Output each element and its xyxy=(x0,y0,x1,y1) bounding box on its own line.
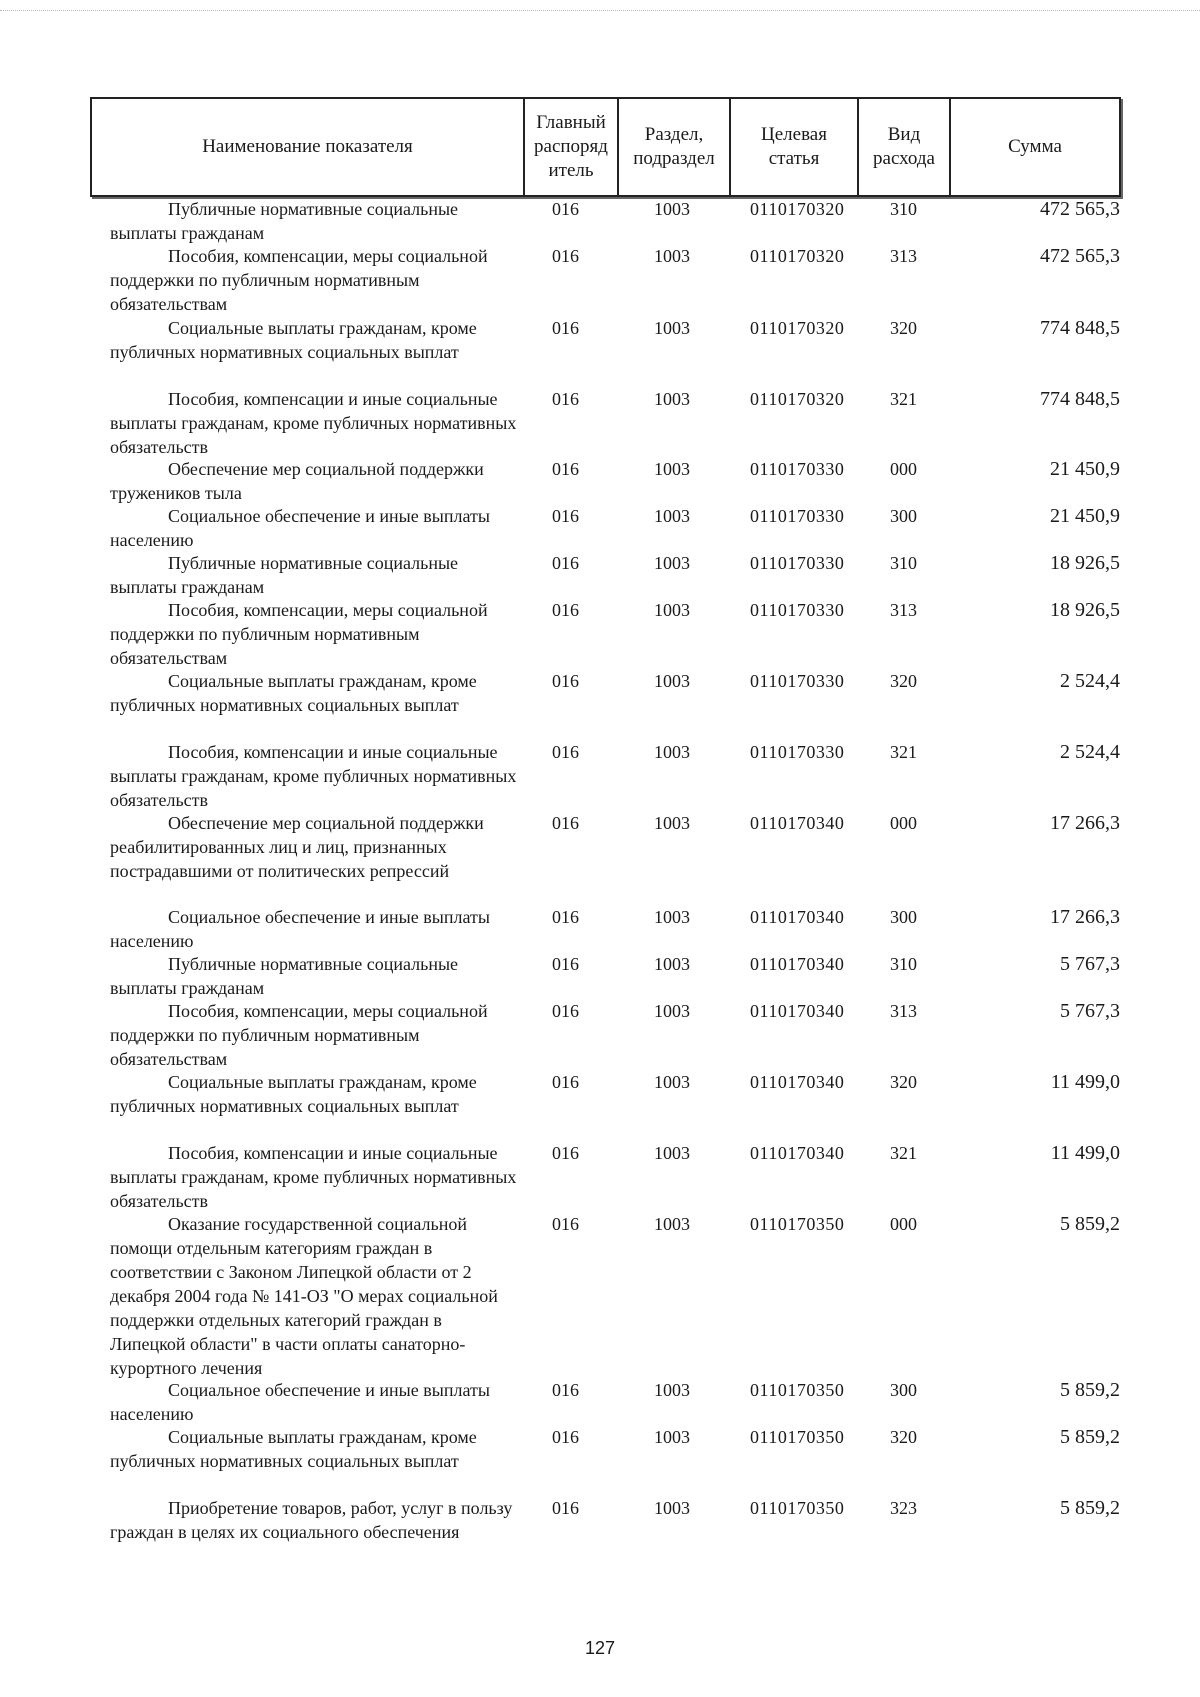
row-section: 1003 xyxy=(654,199,690,219)
row-expense-type: 320 xyxy=(890,671,917,691)
row-section: 1003 xyxy=(654,954,690,974)
header-target-article: Целевая статья xyxy=(731,99,859,195)
table-header xyxy=(90,97,1121,197)
row-expense-type: 313 xyxy=(890,600,917,620)
row-target-article: 0110170330 xyxy=(750,742,845,762)
row-name: Пособия, компенсации, меры социальной поддержки по публичным нормативным обязательствам xyxy=(110,600,488,668)
row-expense-type: 313 xyxy=(890,1001,917,1021)
header-expense-type: Вид расхода xyxy=(859,99,951,195)
row-name: Публичные нормативные социальные выплаты гражданам xyxy=(110,954,459,998)
row-chief-manager: 016 xyxy=(552,1380,579,1400)
row-sum: 472 565,3 xyxy=(1040,245,1120,267)
row-section: 1003 xyxy=(654,1498,690,1518)
row-expense-type: 313 xyxy=(890,246,917,266)
row-target-article: 0110170350 xyxy=(750,1380,845,1400)
row-sum: 11 499,0 xyxy=(1050,1071,1120,1093)
row-name: Социальное обеспечение и иные выплаты населению xyxy=(110,907,490,951)
row-target-article: 0110170340 xyxy=(750,907,845,927)
row-name: Пособия, компенсации и иные социальные выплаты гражданам, кроме публичных нормативных обязательств xyxy=(110,742,517,810)
row-target-article: 0110170350 xyxy=(750,1427,845,1447)
row-section: 1003 xyxy=(654,1001,690,1021)
row-section: 1003 xyxy=(654,1427,690,1447)
header-sum: Сумма xyxy=(1008,136,1062,157)
row-target-article: 0110170330 xyxy=(750,600,845,620)
row-name: Пособия, компенсации, меры социальной поддержки по публичным нормативным обязательствам xyxy=(110,1001,488,1069)
row-sum: 5 859,2 xyxy=(1060,1379,1120,1401)
page-number: 127 xyxy=(584,1638,616,1658)
row-name: Социальные выплаты гражданам, кроме публичных нормативных социальных выплат xyxy=(110,1427,477,1471)
row-chief-manager: 016 xyxy=(552,459,579,479)
row-chief-manager: 016 xyxy=(552,813,579,833)
row-target-article: 0110170340 xyxy=(750,1001,845,1021)
row-expense-type: 321 xyxy=(890,389,917,409)
row-sum: 17 266,3 xyxy=(1050,906,1120,928)
row-chief-manager: 016 xyxy=(552,671,579,691)
row-expense-type: 323 xyxy=(890,1498,917,1518)
row-sum: 5 859,2 xyxy=(1060,1426,1120,1448)
row-sum: 472 565,3 xyxy=(1040,198,1120,220)
page-top-rule xyxy=(0,10,1200,11)
row-section: 1003 xyxy=(654,1380,690,1400)
row-name: Публичные нормативные социальные выплаты гражданам xyxy=(110,553,459,597)
row-section: 1003 xyxy=(654,318,690,338)
row-section: 1003 xyxy=(654,1072,690,1092)
row-section: 1003 xyxy=(654,600,690,620)
row-expense-type: 310 xyxy=(890,199,917,219)
row-expense-type: 000 xyxy=(890,813,917,833)
row-sum: 18 926,5 xyxy=(1050,599,1120,621)
row-name: Публичные нормативные социальные выплаты гражданам xyxy=(110,199,459,243)
row-target-article: 0110170340 xyxy=(750,1143,845,1163)
row-sum: 5 767,3 xyxy=(1060,1000,1120,1022)
row-sum: 21 450,9 xyxy=(1050,458,1120,480)
row-chief-manager: 016 xyxy=(552,199,579,219)
row-sum: 21 450,9 xyxy=(1050,505,1120,527)
row-section: 1003 xyxy=(654,553,690,573)
row-name: Социальное обеспечение и иные выплаты населению xyxy=(110,1380,490,1424)
row-chief-manager: 016 xyxy=(552,553,579,573)
row-name: Пособия, компенсации и иные социальные выплаты гражданам, кроме публичных нормативных обязательств xyxy=(110,1143,517,1211)
row-chief-manager: 016 xyxy=(552,1214,579,1234)
row-section: 1003 xyxy=(654,459,690,479)
row-target-article: 0110170340 xyxy=(750,954,845,974)
row-name: Обеспечение мер социальной поддержки реабилитированных лиц и лиц, признанных пострадавшими от политических репрессий xyxy=(110,813,484,881)
row-section: 1003 xyxy=(654,506,690,526)
row-chief-manager: 016 xyxy=(552,1072,579,1092)
header-section: Раздел, подраздел xyxy=(619,99,731,195)
row-section: 1003 xyxy=(654,389,690,409)
row-expense-type: 321 xyxy=(890,1143,917,1163)
row-target-article: 0110170330 xyxy=(750,506,845,526)
row-sum: 5 859,2 xyxy=(1060,1497,1120,1519)
row-sum: 18 926,5 xyxy=(1050,552,1120,574)
row-target-article: 0110170340 xyxy=(750,1072,845,1092)
row-sum: 2 524,4 xyxy=(1060,670,1120,692)
row-target-article: 0110170340 xyxy=(750,813,845,833)
row-expense-type: 000 xyxy=(890,1214,917,1234)
row-sum: 774 848,5 xyxy=(1040,388,1120,410)
row-expense-type: 300 xyxy=(890,506,917,526)
row-name: Социальные выплаты гражданам, кроме публичных нормативных социальных выплат xyxy=(110,318,477,362)
row-section: 1003 xyxy=(654,246,690,266)
row-chief-manager: 016 xyxy=(552,1001,579,1021)
row-chief-manager: 016 xyxy=(552,318,579,338)
row-chief-manager: 016 xyxy=(552,506,579,526)
row-sum: 2 524,4 xyxy=(1060,741,1120,763)
row-name: Приобретение товаров, работ, услуг в пользу граждан в целях их социального обеспечения xyxy=(110,1498,513,1542)
row-expense-type: 320 xyxy=(890,318,917,338)
row-chief-manager: 016 xyxy=(552,1427,579,1447)
row-name: Пособия, компенсации и иные социальные выплаты гражданам, кроме публичных нормативных обязательств xyxy=(110,389,517,457)
row-chief-manager: 016 xyxy=(552,954,579,974)
row-sum: 5 859,2 xyxy=(1060,1213,1120,1235)
row-expense-type: 300 xyxy=(890,1380,917,1400)
row-section: 1003 xyxy=(654,742,690,762)
row-chief-manager: 016 xyxy=(552,742,579,762)
row-chief-manager: 016 xyxy=(552,907,579,927)
header-chief-manager: Главный распоряд итель xyxy=(525,99,619,195)
row-expense-type: 310 xyxy=(890,553,917,573)
row-section: 1003 xyxy=(654,813,690,833)
row-chief-manager: 016 xyxy=(552,246,579,266)
row-expense-type: 320 xyxy=(890,1072,917,1092)
row-target-article: 0110170330 xyxy=(750,459,845,479)
row-sum: 11 499,0 xyxy=(1050,1142,1120,1164)
row-sum: 774 848,5 xyxy=(1040,317,1120,339)
row-name: Социальное обеспечение и иные выплаты населению xyxy=(110,506,490,550)
row-target-article: 0110170320 xyxy=(750,389,845,409)
row-expense-type: 320 xyxy=(890,1427,917,1447)
row-target-article: 0110170350 xyxy=(750,1214,845,1234)
row-sum: 17 266,3 xyxy=(1050,812,1120,834)
row-name: Обеспечение мер социальной поддержки тружеников тыла xyxy=(110,459,484,503)
row-expense-type: 310 xyxy=(890,954,917,974)
row-expense-type: 300 xyxy=(890,907,917,927)
row-section: 1003 xyxy=(654,1143,690,1163)
row-target-article: 0110170320 xyxy=(750,199,845,219)
row-expense-type: 000 xyxy=(890,459,917,479)
row-name: Социальные выплаты гражданам, кроме публичных нормативных социальных выплат xyxy=(110,671,477,715)
row-target-article: 0110170330 xyxy=(750,553,845,573)
row-target-article: 0110170320 xyxy=(750,318,845,338)
row-section: 1003 xyxy=(654,907,690,927)
row-chief-manager: 016 xyxy=(552,600,579,620)
row-target-article: 0110170320 xyxy=(750,246,845,266)
row-name: Социальные выплаты гражданам, кроме публичных нормативных социальных выплат xyxy=(110,1072,477,1116)
row-name: Пособия, компенсации, меры социальной поддержки по публичным нормативным обязательствам xyxy=(110,246,488,314)
row-target-article: 0110170350 xyxy=(750,1498,845,1518)
header-name: Наименование показателя xyxy=(92,99,525,195)
row-chief-manager: 016 xyxy=(552,1143,579,1163)
row-section: 1003 xyxy=(654,1214,690,1234)
row-target-article: 0110170330 xyxy=(750,671,845,691)
row-expense-type: 321 xyxy=(890,742,917,762)
row-chief-manager: 016 xyxy=(552,1498,579,1518)
row-sum: 5 767,3 xyxy=(1060,953,1120,975)
row-name: Оказание государственной социальной помощи отдельным категориям граждан в соответствии с Законом Липецкой области от 2 декабря 2004 года № 141-ОЗ "О мерах социальной поддержки отдельных категорий граждан в Липецкой области" в части оплаты санаторно-курортного лечения xyxy=(110,1214,498,1378)
row-chief-manager: 016 xyxy=(552,389,579,409)
row-section: 1003 xyxy=(654,671,690,691)
